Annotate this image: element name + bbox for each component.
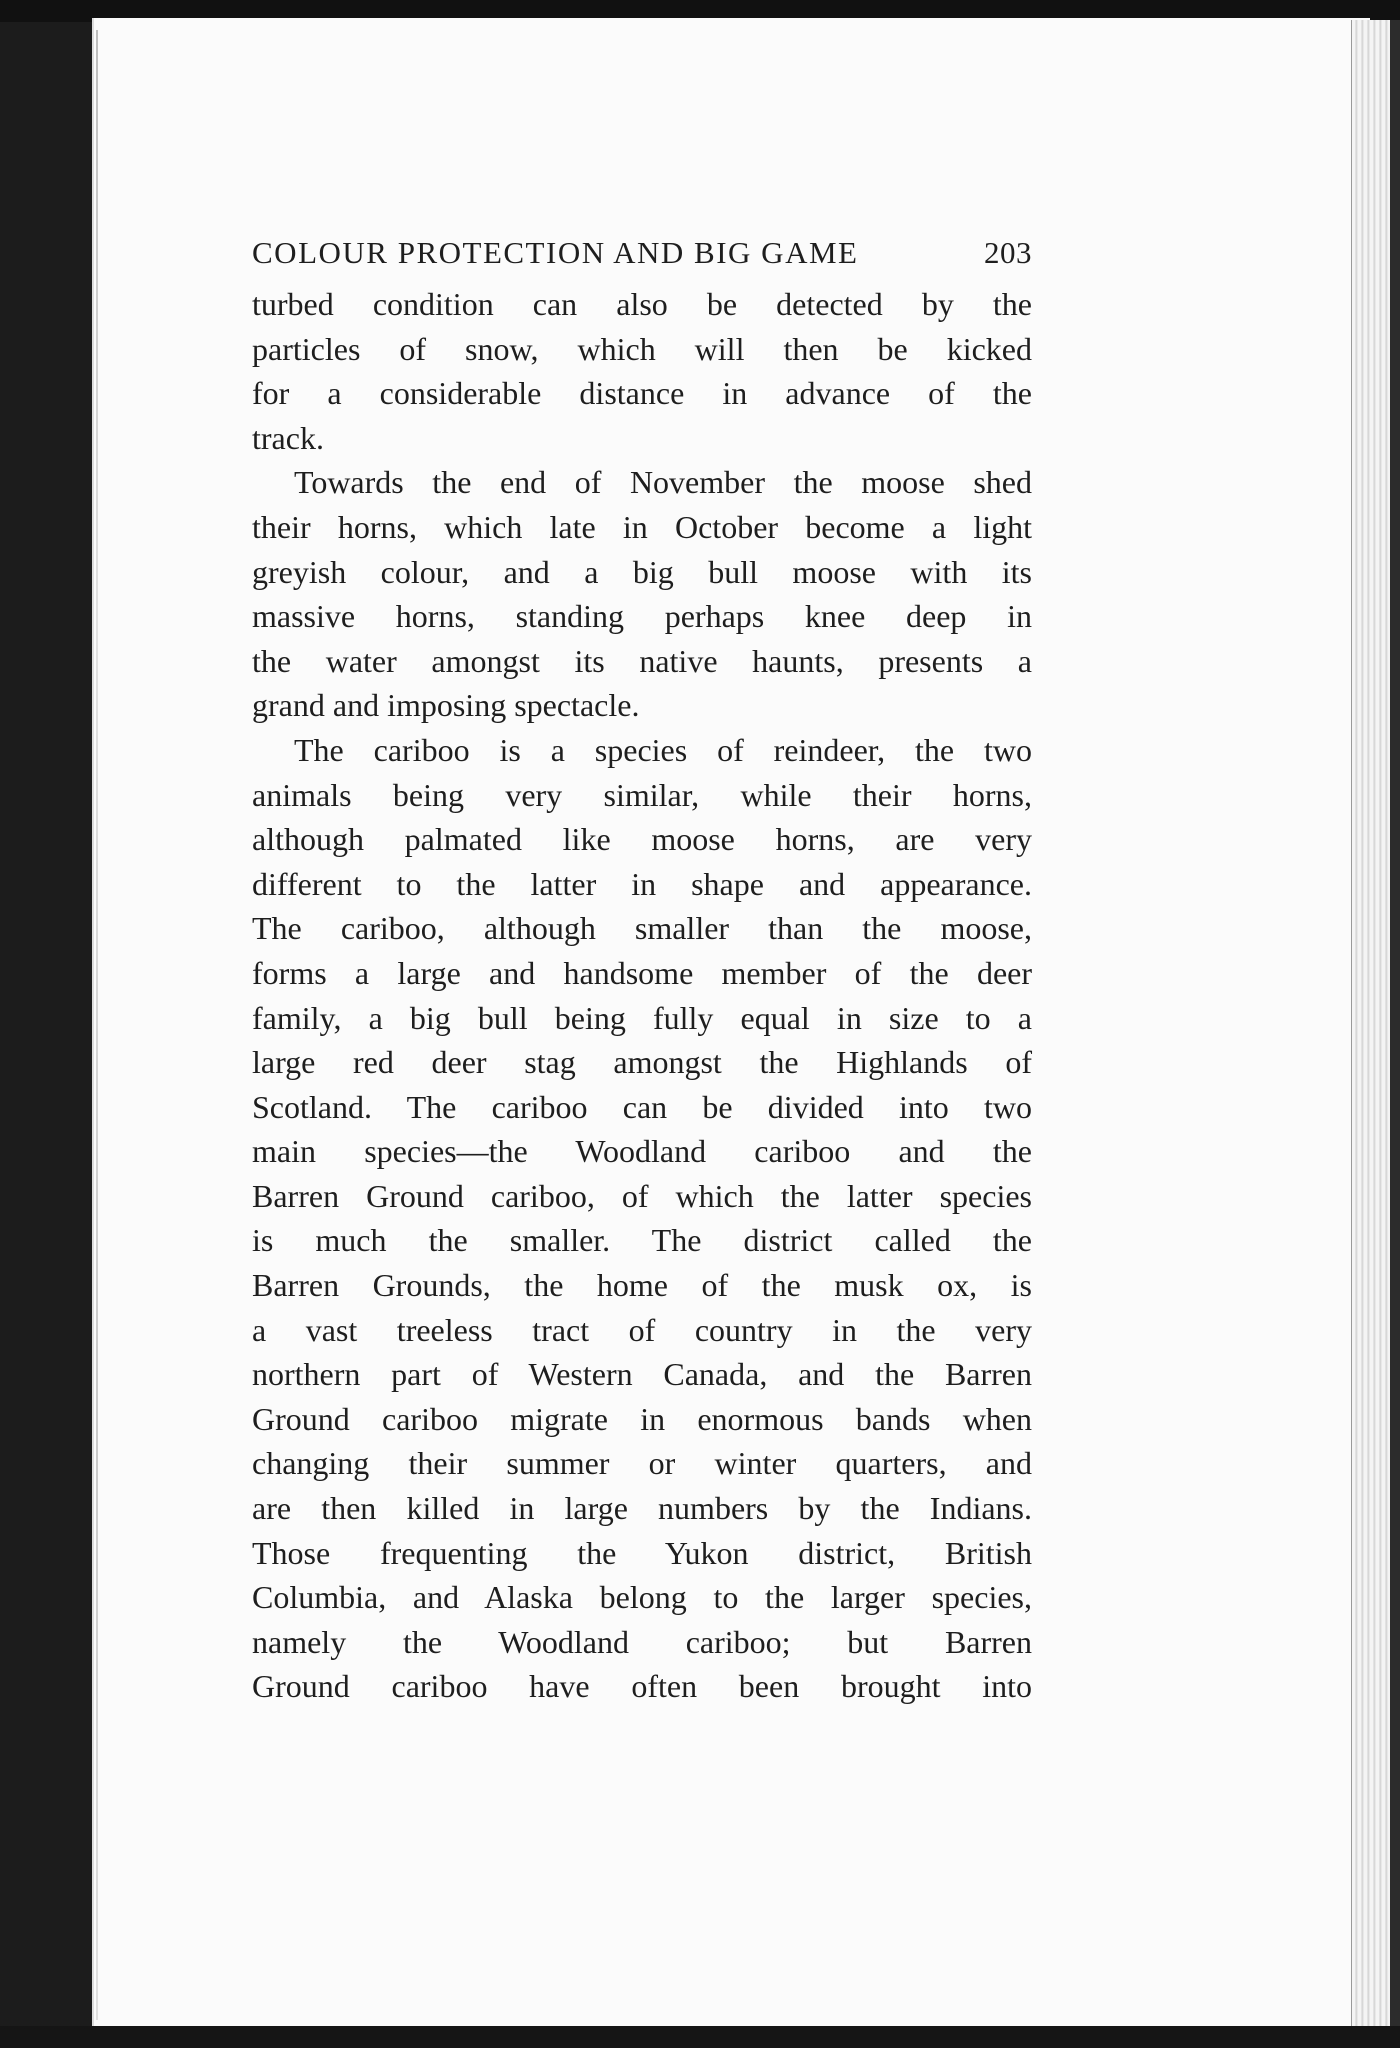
text-line: their horns, which late in October become a light [252, 508, 1032, 545]
text-line: Barren Grounds, the home of the musk ox, is [252, 1267, 1032, 1304]
text-line: grand and imposing spectacle. [252, 687, 640, 724]
text-line: large red deer stag amongst the Highlands of [252, 1044, 1032, 1081]
text-line: turbed condition can also be detected by the [252, 286, 1032, 322]
text-line: Towards the end of November the moose shed [294, 464, 1032, 501]
text-line: different to the latter in shape and appearance. [252, 865, 1032, 902]
bottom-scan-edge [0, 2026, 1400, 2048]
text-line: Ground cariboo have often been brought into [252, 1668, 1032, 1705]
text-line: massive horns, standing perhaps knee deep in [252, 598, 1032, 635]
text-line: Barren Ground cariboo, of which the latter species [252, 1177, 1032, 1214]
text-block [252, 224, 1032, 1709]
text-line: Scotland. The cariboo can be divided into two [252, 1088, 1032, 1125]
body-text [252, 282, 1032, 1709]
text-line: The cariboo, although smaller than the moose, [252, 910, 1032, 947]
text-line: are then killed in large numbers by the Indians. [252, 1490, 1032, 1527]
text-line: for a considerable distance in advance of the [252, 375, 1032, 412]
text-line: main species—the Woodland cariboo and the [252, 1133, 1032, 1170]
text-line: greyish colour, and a big bull moose with its [252, 553, 1032, 590]
running-head [252, 224, 1032, 282]
text-line: is much the smaller. The district called the [252, 1222, 1032, 1259]
page-number: 203 [984, 235, 1032, 270]
running-head-title: COLOUR PROTECTION AND BIG GAME [252, 235, 859, 270]
text-line: northern part of Western Canada, and the Barren [252, 1356, 1032, 1393]
text-line: Ground cariboo migrate in enormous bands when [252, 1400, 1032, 1437]
text-line: particles of snow, which will then be kicked [252, 330, 1032, 367]
text-line: The cariboo is a species of reindeer, the two [294, 731, 1032, 768]
text-line: forms a large and handsome member of the deer [252, 954, 1032, 991]
text-line: changing their summer or winter quarters, and [252, 1445, 1032, 1482]
gutter-shadow [96, 30, 98, 2020]
right-scan-edge [1390, 20, 1400, 2028]
text-line: a vast treeless tract of country in the very [252, 1311, 1032, 1348]
text-line: track. [252, 419, 324, 456]
text-line: family, a big bull being fully equal in size to a [252, 999, 1032, 1036]
text-line: Those frequenting the Yukon district, British [252, 1534, 1032, 1571]
text-line: Columbia, and Alaska belong to the larger species, [252, 1579, 1032, 1616]
text-line: the water amongst its native haunts, presents a [252, 642, 1032, 679]
text-line: animals being very similar, while their horns, [252, 776, 1032, 813]
text-line: namely the Woodland cariboo; but Barren [252, 1623, 1032, 1660]
text-line: although palmated like moose horns, are very [252, 821, 1032, 858]
